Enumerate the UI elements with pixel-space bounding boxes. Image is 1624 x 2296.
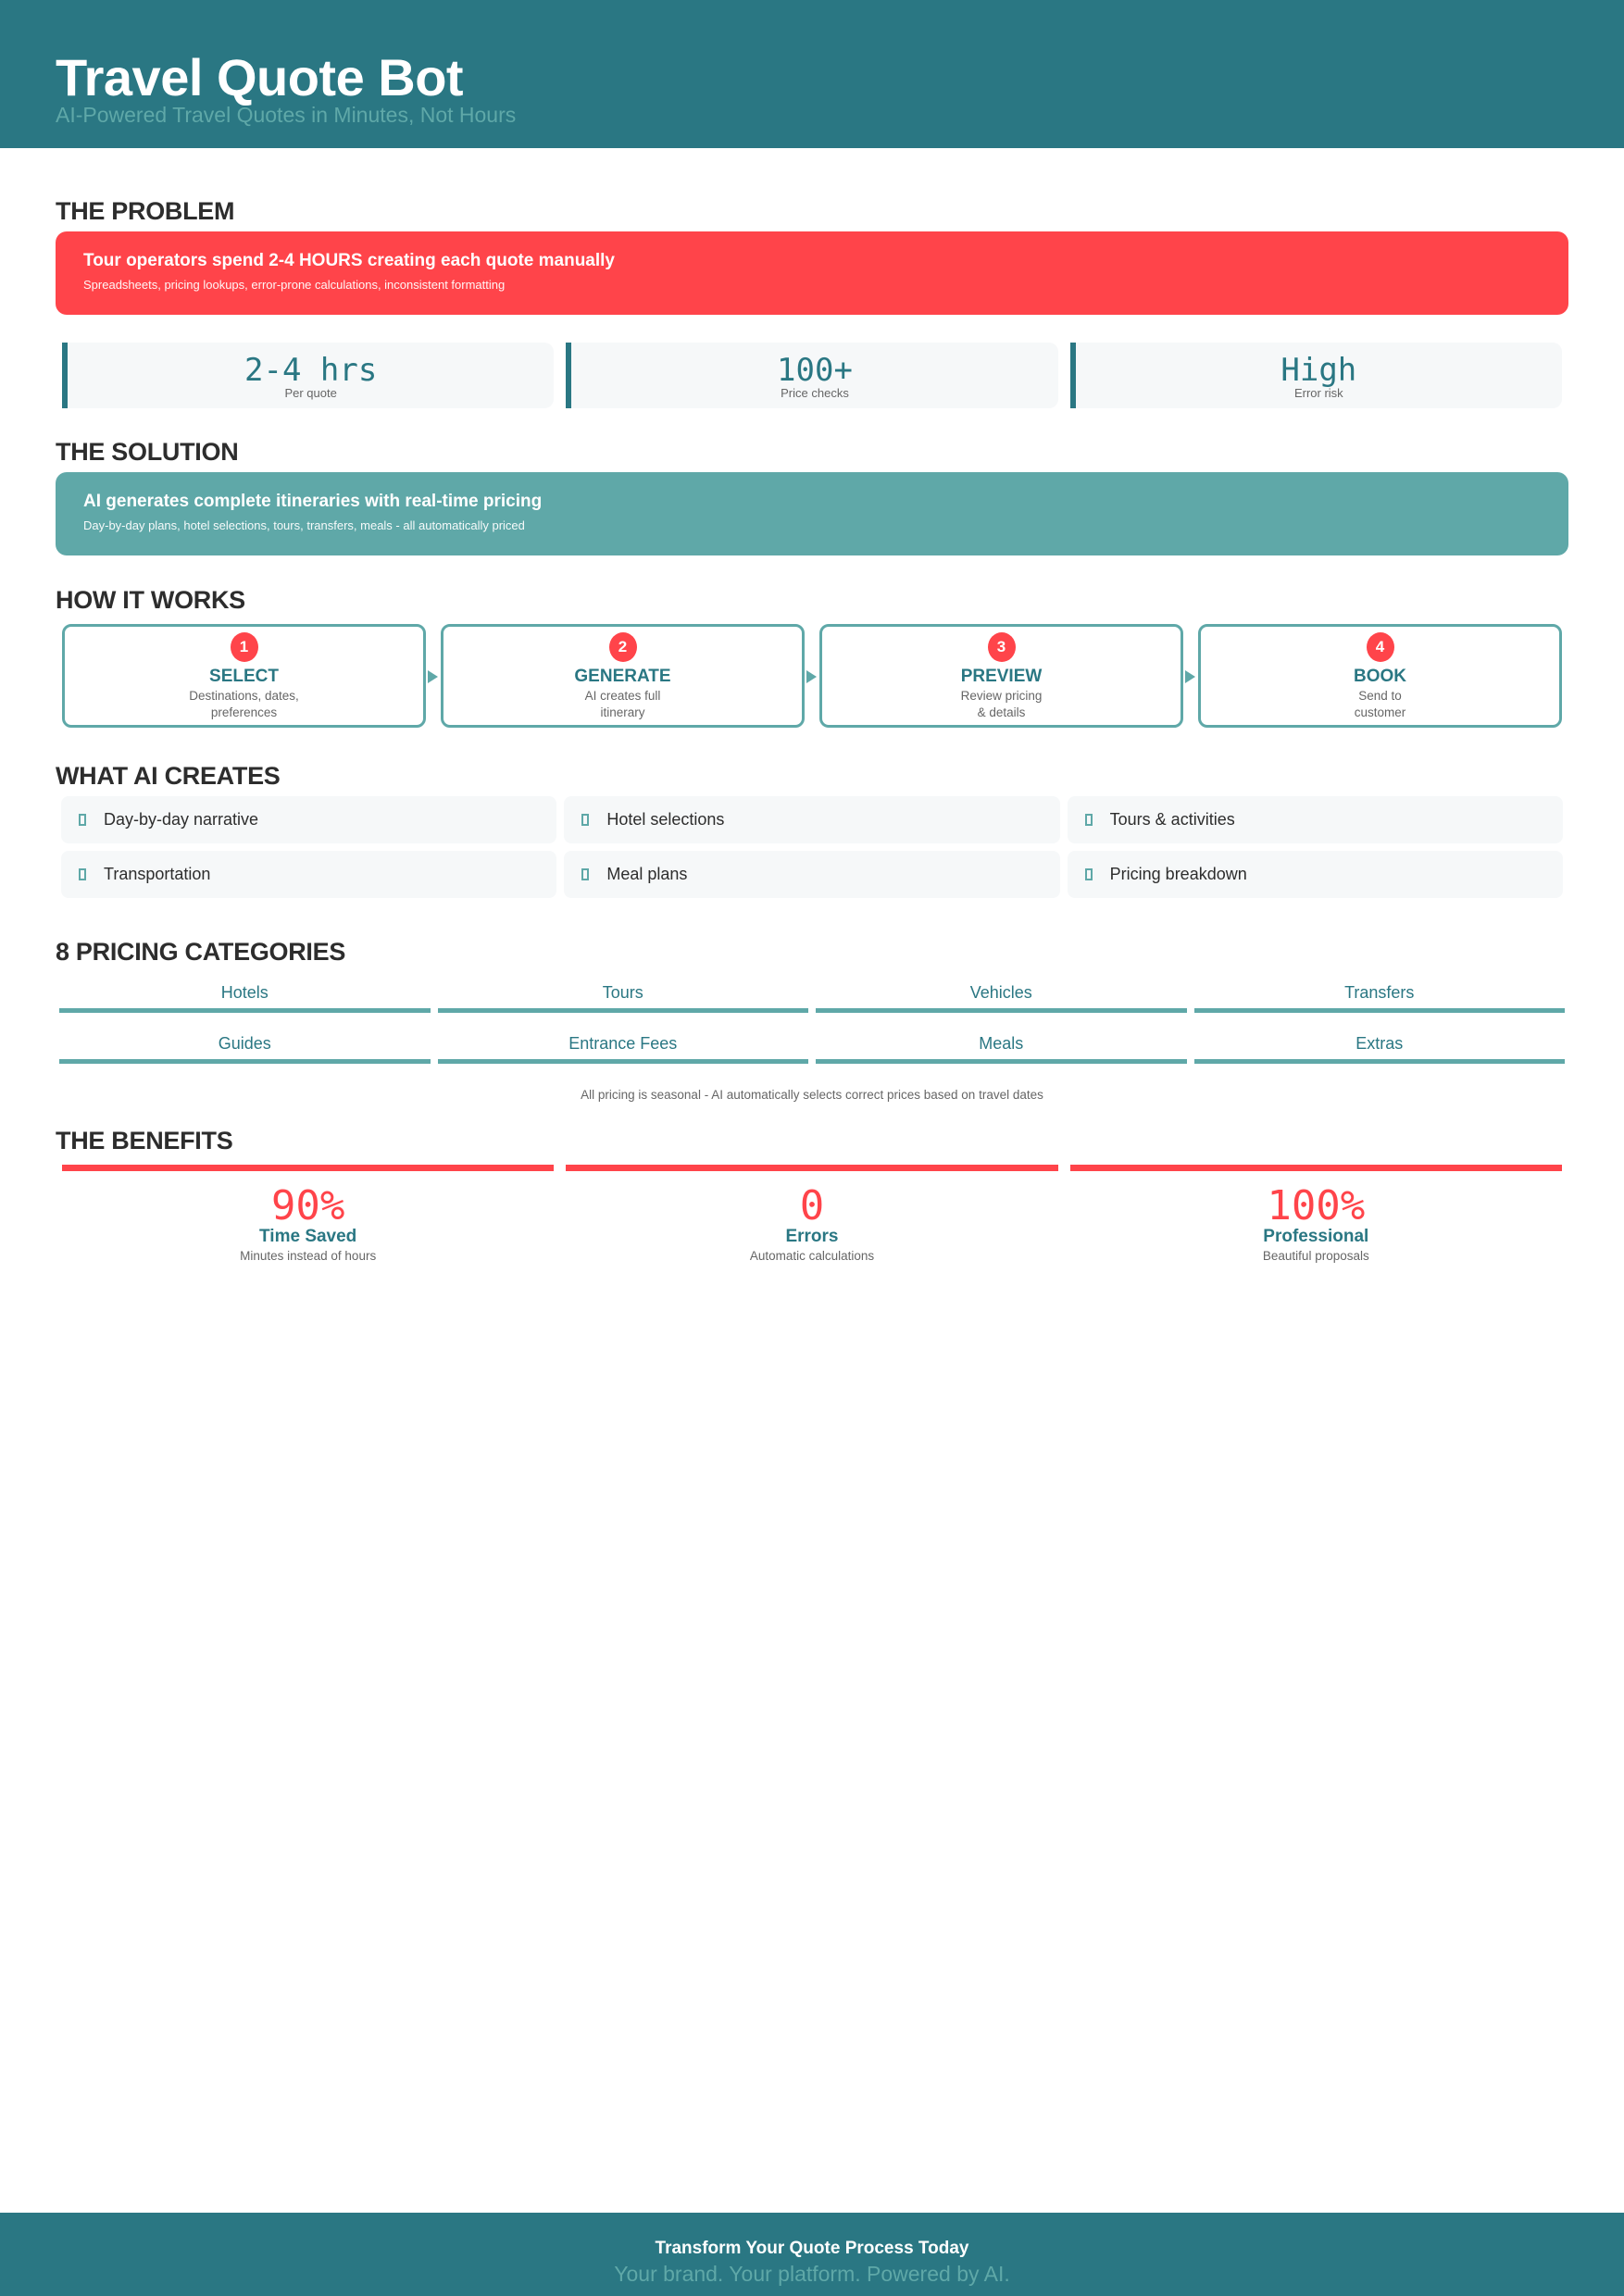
step-title: GENERATE — [574, 667, 671, 686]
pricing-category: Transfers — [1194, 981, 1566, 1013]
ai-features-grid — [56, 796, 1568, 898]
feature-item — [61, 796, 556, 843]
missing-glyph-icon — [581, 868, 589, 880]
step-select — [62, 624, 426, 728]
ai-creates-heading: WHAT AI CREATES — [56, 762, 281, 790]
benefit-title: Professional — [1263, 1227, 1369, 1246]
benefit-card — [566, 1165, 1057, 1266]
step-desc-line1: Send to — [1358, 689, 1402, 703]
step-preview — [819, 624, 1183, 728]
step-title: PREVIEW — [960, 667, 1043, 686]
problem-banner — [56, 231, 1568, 315]
benefit-desc: Beautiful proposals — [1262, 1249, 1369, 1263]
benefit-title: Time Saved — [259, 1227, 357, 1246]
problem-banner-title: Tour operators spend 2-4 HOURS creating each quote manually — [83, 251, 615, 270]
step-number-badge: 4 — [1367, 632, 1394, 662]
benefit-card — [62, 1165, 554, 1266]
pricing-heading: 8 PRICING CATEGORIES — [56, 938, 346, 966]
pricing-category: Vehicles — [816, 981, 1187, 1013]
benefit-card — [1070, 1165, 1562, 1266]
pricing-category: Entrance Fees — [438, 1032, 809, 1064]
solution-banner-title: AI generates complete itineraries with real-time pricing — [83, 492, 543, 511]
how-it-works-heading: HOW IT WORKS — [56, 586, 245, 614]
stat-label: Price checks — [781, 386, 849, 400]
stat-value: High — [1280, 352, 1357, 389]
benefit-value: 100% — [1267, 1182, 1366, 1229]
feature-item — [1068, 796, 1563, 843]
benefit-title: Errors — [785, 1227, 839, 1246]
stat-value: 2-4 hrs — [244, 352, 378, 389]
feature-label: Pricing breakdown — [1109, 865, 1247, 883]
feature-label: Hotel selections — [606, 810, 725, 829]
stat-card — [62, 343, 554, 408]
step-number-badge: 3 — [988, 632, 1016, 662]
stat-value: 100+ — [777, 352, 853, 389]
stat-card — [566, 343, 1057, 408]
feature-label: Transportation — [104, 865, 211, 883]
arrow-right-icon — [806, 670, 817, 683]
arrow-right-icon — [1185, 670, 1195, 683]
footer-tagline: Your brand. Your platform. Powered by AI. — [614, 2262, 1010, 2286]
problem-stats — [62, 343, 1562, 408]
page-title: Travel Quote Bot — [56, 48, 464, 106]
feature-item — [61, 851, 556, 898]
solution-heading: THE SOLUTION — [56, 438, 239, 466]
benefit-value: 90% — [270, 1182, 345, 1229]
step-generate — [441, 624, 805, 728]
missing-glyph-icon — [1085, 868, 1093, 880]
step-desc-line2: preferences — [210, 705, 278, 719]
step-number-badge: 2 — [609, 632, 637, 662]
arrow-right-icon — [428, 670, 438, 683]
problem-banner-subtitle: Spreadsheets, pricing lookups, error-prone calculations, inconsistent formatting — [83, 278, 506, 292]
benefits-row — [62, 1165, 1562, 1266]
step-desc-line1: Review pricing — [960, 689, 1043, 703]
missing-glyph-icon — [581, 814, 589, 826]
feature-item — [564, 796, 1059, 843]
missing-glyph-icon — [79, 868, 86, 880]
benefit-value: 0 — [799, 1182, 825, 1229]
step-title: BOOK — [1354, 667, 1406, 686]
pricing-category: Extras — [1194, 1032, 1566, 1064]
pricing-categories-grid — [59, 981, 1565, 1064]
pricing-note: All pricing is seasonal - AI automatically selects correct prices based on travel dates — [581, 1088, 1043, 1102]
page-header — [0, 0, 1624, 148]
solution-banner-subtitle: Day-by-day plans, hotel selections, tours, transfers, meals - all automatically priced — [83, 518, 525, 532]
stat-card — [1070, 343, 1562, 408]
pricing-category: Hotels — [59, 981, 431, 1013]
step-book — [1198, 624, 1562, 728]
feature-label: Meal plans — [606, 865, 688, 883]
stat-label: Per quote — [284, 386, 337, 400]
problem-heading: THE PROBLEM — [56, 197, 235, 225]
benefit-desc: Automatic calculations — [749, 1249, 875, 1263]
feature-label: Day-by-day narrative — [104, 810, 259, 829]
pricing-category: Meals — [816, 1032, 1187, 1064]
step-desc-line2: itinerary — [600, 705, 645, 719]
feature-item — [1068, 851, 1563, 898]
page-subtitle: AI-Powered Travel Quotes in Minutes, Not Hours — [56, 103, 517, 127]
stat-label: Error risk — [1293, 386, 1343, 400]
step-desc-line1: AI creates full — [584, 689, 661, 703]
solution-banner — [56, 472, 1568, 555]
pricing-category: Guides — [59, 1032, 431, 1064]
benefit-desc: Minutes instead of hours — [240, 1249, 377, 1263]
step-number-badge: 1 — [231, 632, 258, 662]
step-desc-line1: Destinations, dates, — [189, 689, 299, 703]
step-desc-line2: & details — [977, 705, 1026, 719]
page-footer — [0, 2213, 1624, 2296]
footer-title: Transform Your Quote Process Today — [655, 2239, 969, 2258]
step-title: SELECT — [209, 667, 279, 686]
process-steps — [62, 624, 1562, 728]
pricing-category: Tours — [438, 981, 809, 1013]
benefits-heading: THE BENEFITS — [56, 1127, 233, 1154]
missing-glyph-icon — [1085, 814, 1093, 826]
feature-item — [564, 851, 1059, 898]
feature-label: Tours & activities — [1109, 810, 1235, 829]
missing-glyph-icon — [79, 814, 86, 826]
step-desc-line2: customer — [1354, 705, 1406, 719]
